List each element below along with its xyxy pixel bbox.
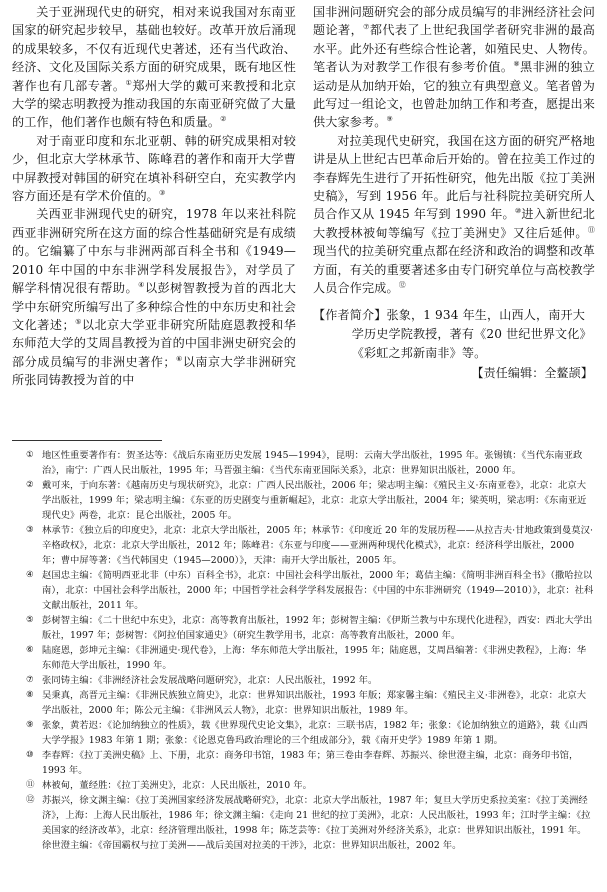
author-bio [313, 306, 595, 363]
footnote-text: 张象，黄若迟：《论加纳独立的性质》，载《世界现代史论文集》，北京：三联书店，1982 年；张象：《论加纳独立的道路》，载《山西大学学报》1983 年第 1 期；张象：《论恩克鲁玛政治理论的三个组成部分》，载《南开史学》1989 年第 1 期。 [42, 720, 588, 746]
paragraph-southeast-asia: 关于亚洲现代史的研究，相对来说我国对东南亚国家的研究起步较早，基础也较好。改革开放后涌现的成果较多，不仅有近现代史著述，还有当代政治、经济、文化及国际关系方面的研究成果，既有地区性著作也有几部专著。①郑州大学的戴可来教授和北京大学的梁志明教授为推动我国的东南亚研究做了大量的工作，他们著作也颇有特色和质量。② [12, 5, 296, 130]
left-column [12, 3, 296, 390]
footnote-number: ② [26, 480, 34, 490]
footnote-number: ⑩ [26, 750, 34, 760]
footnote-item [12, 643, 595, 673]
footnote-item [12, 673, 595, 688]
footnote-text: 戴可来，于向东著：《越南历史与现状研究》，北京：广西人民出版社，2006 年；梁志明主编：《殖民主义·东南亚卷》，北京：北京大学出版社，1999 年；梁志明主编：《东亚的历史剧变与重新崛起》，北京：北京大学出版社，2004 年；梁英明，梁志明：《东南亚近现代史》两卷，北京：昆仑出版社，2005 年。 [42, 480, 587, 521]
footnote-number: ⑪ [26, 780, 35, 790]
footnote-number: ③ [26, 525, 34, 535]
footnote-text: 彭树智主编：《二十世纪中东史》，北京：高等教育出版社，1992 年；彭树智主编：《伊斯兰教与中东现代化进程》，西安：西北大学出版社，1997 年；彭树智：《阿拉伯国家通史》（研究生教学用书，北京：高等教育出版社，2000 年。 [42, 615, 593, 641]
responsible-editor: 【责任编辑：全鳌颉】 [471, 365, 593, 380]
footnote-item [12, 568, 595, 613]
footnote-divider [12, 440, 162, 441]
paragraph-africa-continued: 国非洲问题研究会的部分成员编写的非洲经济社会问题论著，⑦都代表了上世纪我国学者研究非洲的最高水平。此外还有些综合性论著，如殖民史、人物传。笔者认为对教学工作很有参考价值。⑧黑非洲的独立运动是从加纳开始，它的独立有典型意义。笔者曾为此写过一组论文，也曾赴加纳工作和考查，愿提出来供大家参考。⑨ [313, 5, 595, 130]
footnote-number: ⑥ [26, 645, 34, 655]
footnote-text: 地区性重要著作有：贺圣达等：《战后东南亚历史发展 1945—1994》，昆明：云南大学出版社，1995 年。张锡镇：《当代东南亚政治》，南宁：广西人民出版社，1995 年；马晋强主编：《当代东南亚国际关系》，北京：世界知识出版社，2000 年。 [42, 450, 583, 476]
footnote-text: 张同铸主编：《非洲经济社会发展战略问题研究》，北京：人民出版社，1992 年。 [42, 675, 378, 686]
footnote-text: 苏振兴，徐文渊主编：《拉丁美洲国家经济发展战略研究》，北京：北京大学出版社，1987 年；复旦大学历史系拉美室：《拉丁美洲经济》，上海：上海人民出版社，1986 年；徐文渊主编：《走向 21 世纪的拉丁美洲》，北京：人民出版社，1993 年；江时学主编：《拉美国家的经济改革》，北京：经济管理出版社，1998 年；陈芝芸等：《拉丁美洲对外经济关系》，北京：世界知识出版社，1991 年。徐世澄主编：《帝国霸权与拉丁美洲——战后美国对拉美的干涉》，北京：世界知识出版社，2002 年。 [42, 795, 591, 851]
paragraph-latin-america: 对拉美现代史研究，我国在这方面的研究严格地讲是从上世纪古巴革命后开始的。曾在拉美工作过的李春辉先生进行了开拓性研究，他先出版《拉丁美洲史稿》，写到 1956 年。此后与社科院拉美研究所人员合作又从 1945 年写到 1990 年。⑩进入新世纪北大教授林被甸等编写《拉丁美洲史》又往后延伸。⑪现当代的拉美研究重点都在经济和政治的调整和改革方面，有关的重要著述多由专门研究单位与高校教学人员合作完成。⑫ [313, 133, 596, 296]
author-bio-label: 【作者简介】 [313, 307, 387, 322]
footnote-number: ⑧ [26, 690, 34, 700]
footnote-item [12, 478, 595, 523]
footnote-text: 林承节：《独立后的印度史》，北京：北京大学出版社，2005 年；林承节：《印度近 20 年的发展历程——从拉吉夫·甘地政策到曼莫汉·辛格政权》，北京：北京大学出版社，2012 年；陈峰君：《东亚与印度——亚洲两种现代化模式》，北京：经济科学出版社，2000 年；曹中屏等著：《当代韩国史（1945—2000）》，天津：南开大学出版社，2005 年。 [42, 525, 593, 566]
footnote-number: ① [26, 450, 34, 460]
footnote-item [12, 793, 595, 853]
footnote-number: ⑦ [26, 675, 34, 685]
footnote-text: 赵国忠主编：《简明西亚北非（中东）百科全书》，北京：中国社会科学出版社，2000 年；葛佶主编：《简明非洲百科全书》（撒哈拉以南），北京：中国社会科学出版社，2000 年；中国哲学社会科学学科发展报告：《中国的中东非洲研究（1949—2010）》，北京：社科文献出版社，2011 年。 [42, 570, 594, 611]
paragraph-west-asia-africa: 关西亚非洲现代史的研究，1978 年以来社科院西亚非洲研究所在这方面的综合性基础研究是有成绩的。它编纂了中东与非洲两部百科全书和《1949—2010 年中国的中东非洲学科发展报告》，对学员了解学科情况很有帮助。④以彭树智教授为首的西北大学中东研究所编写出了多种综合性的中东历史和社会文化著述；⑤以北京大学亚非研究所陆庭恩教授和华东师范大学的艾周昌教授为首的中国非洲史研究会的部分成员编写的非洲史著作；⑥以南京大学非洲研究所张同铸教授为首的中 [12, 207, 296, 388]
footnote-item [12, 448, 595, 478]
footnote-text: 林被甸，董经胜：《拉丁美洲史》，北京：人民出版社，2010 年。 [42, 780, 312, 791]
footnote-number: ⑫ [26, 795, 35, 805]
author-bio-text: 张象，1 934 年生，山西人，南开大学历史学院教授，著有《20 世纪世界文化》《彩虹之邦新南非》等。 [351, 307, 592, 360]
footnote-number: ④ [26, 570, 34, 580]
footnote-number: ⑤ [26, 615, 34, 625]
footnote-item [12, 523, 595, 568]
footnote-text: 吴秉真，高晋元主编：《非洲民族独立简史》，北京：世界知识出版社，1993 年版；郑家馨主编：《殖民主义·非洲卷》，北京：北京大学出版社，2000 年；陈公元主编：《非洲风云人物》，北京：世界知识出版社，1989 年。 [42, 690, 587, 716]
footnote-item [12, 688, 595, 718]
right-column [313, 3, 595, 382]
footnote-number: ⑨ [26, 720, 34, 730]
footnote-item [12, 613, 595, 643]
footnote-item [12, 748, 595, 778]
paragraph-south-northeast-asia: 对于南亚印度和东北亚朝、韩的研究成果相对较少，但北京大学林承节、陈峰君的著作和南开大学曹中屏教授对韩国的研究在填补科研空白，充实教学内容方面还是有学术价值的。③ [12, 133, 296, 204]
footnote-item [12, 778, 595, 793]
footnote-text: 陆庭恩，彭坤元主编：《非洲通史·现代卷》，上海：华东师范大学出版社，1995 年；陆庭恩，艾周昌编著：《非洲史教程》，上海：华东师范大学出版社，1990 年。 [42, 645, 587, 671]
footnote-text: 李春辉：《拉丁美洲史稿》上、下册，北京：商务印书馆，1983 年；第三卷由李春辉、苏振兴、徐世澄主编，北京：商务印书馆，1993 年。 [42, 750, 579, 776]
footnotes [12, 448, 595, 853]
footnote-item [12, 718, 595, 748]
